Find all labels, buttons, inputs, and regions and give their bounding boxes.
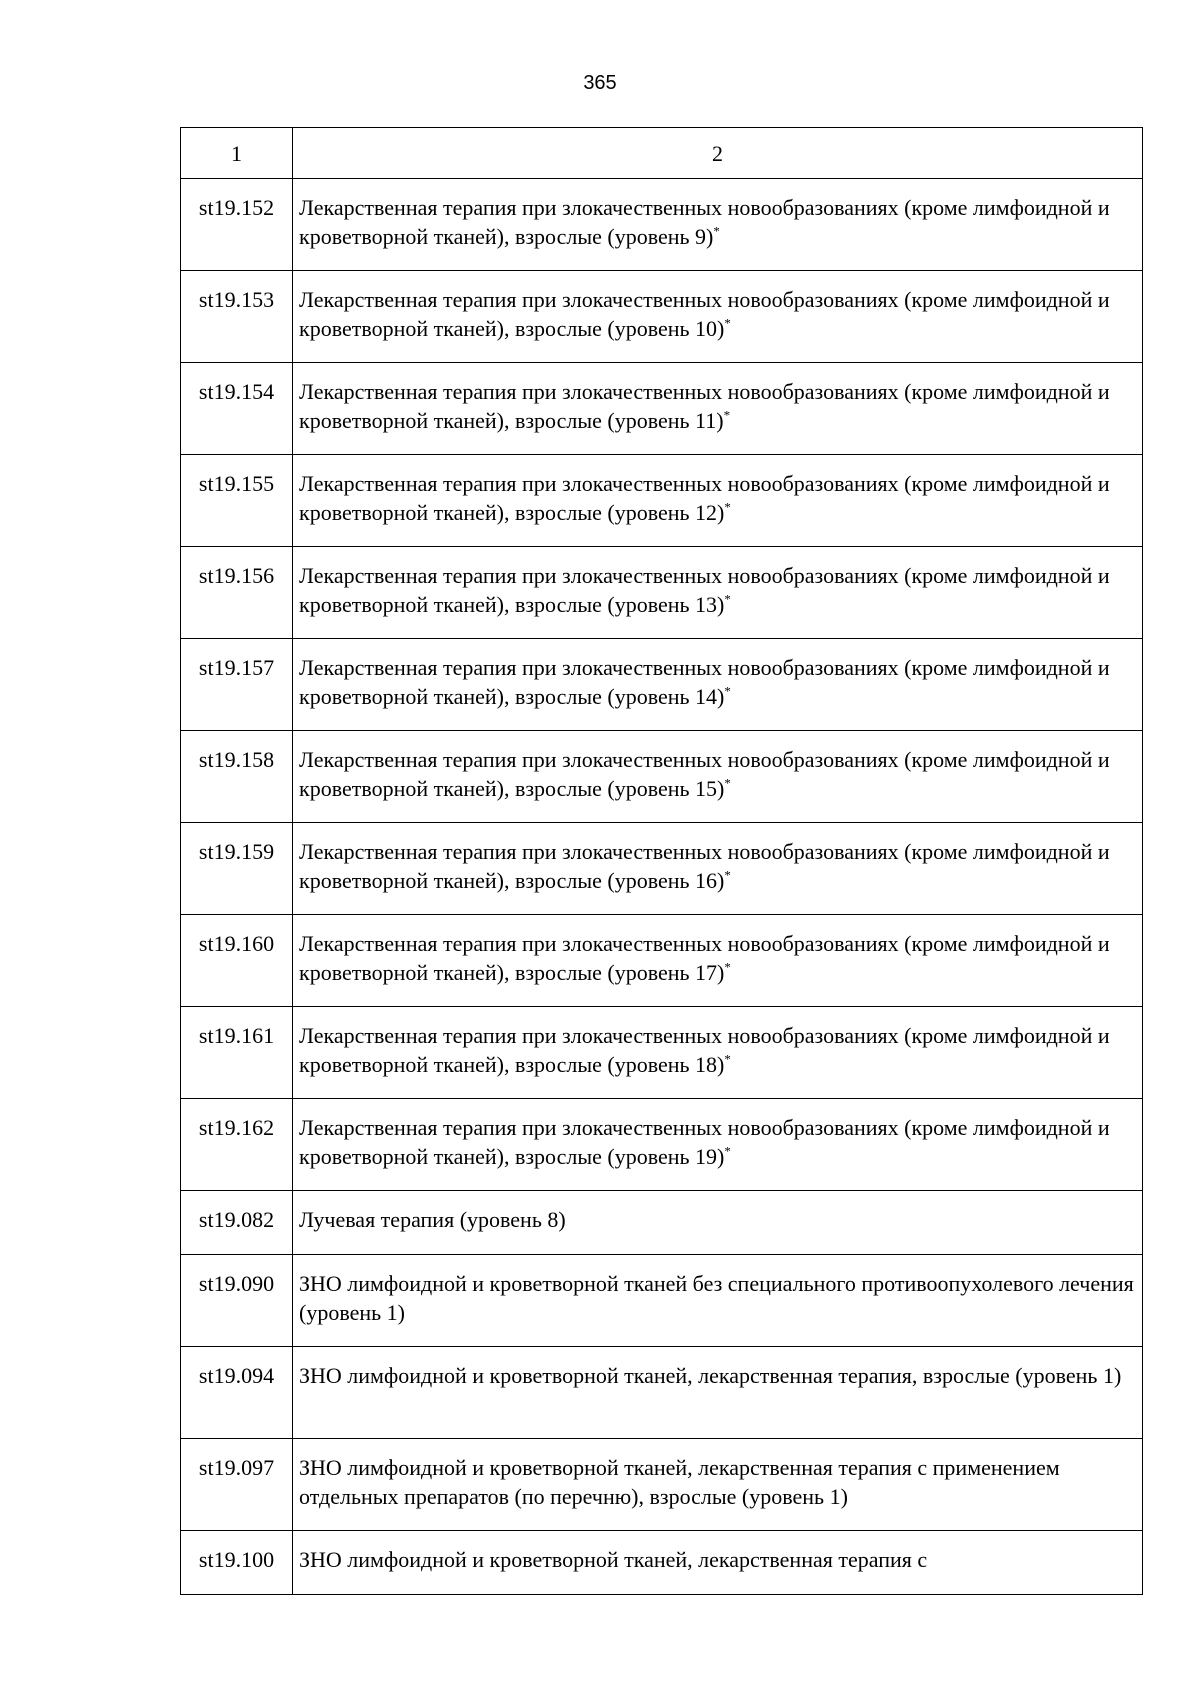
row-code: st19.158 [181, 731, 293, 823]
row-code: st19.162 [181, 1099, 293, 1191]
table-row [181, 1347, 1143, 1439]
row-code: st19.153 [181, 271, 293, 363]
row-description [293, 731, 1143, 823]
row-code: st19.082 [181, 1191, 293, 1255]
tariff-table [180, 127, 1143, 1595]
row-description [293, 823, 1143, 915]
footnote-mark: * [713, 223, 720, 239]
row-description-text: ЗНО лимфоидной и кроветворной тканей, лекарственная терапия с [299, 1547, 928, 1572]
row-description [293, 1191, 1143, 1255]
row-code: st19.161 [181, 1007, 293, 1099]
row-description [293, 1347, 1143, 1439]
footnote-mark: * [724, 1051, 731, 1067]
row-description-text: Лекарственная терапия при злокачественных новообразованиях (кроме лимфоидной и кроветворной тканей), взрослые (уровень 19) [299, 1115, 1110, 1169]
row-code: st19.160 [181, 915, 293, 1007]
table-row [181, 1439, 1143, 1531]
table-row [181, 1531, 1143, 1595]
column-header-2: 2 [293, 128, 1143, 179]
row-description [293, 1007, 1143, 1099]
table-row [181, 1191, 1143, 1255]
row-code: st19.090 [181, 1255, 293, 1347]
row-description [293, 1255, 1143, 1347]
table-row [181, 1255, 1143, 1347]
row-description-text: Лекарственная терапия при злокачественных новообразованиях (кроме лимфоидной и кроветворной тканей), взрослые (уровень 10) [299, 287, 1110, 341]
row-description-text: Лекарственная терапия при злокачественных новообразованиях (кроме лимфоидной и кроветворной тканей), взрослые (уровень 16) [299, 839, 1110, 893]
footnote-mark: * [724, 959, 731, 975]
table-row [181, 455, 1143, 547]
footnote-mark: * [724, 683, 731, 699]
row-description [293, 915, 1143, 1007]
row-description-text: Лекарственная терапия при злокачественных новообразованиях (кроме лимфоидной и кроветворной тканей), взрослые (уровень 17) [299, 931, 1110, 985]
row-description [293, 271, 1143, 363]
row-description-text: Лекарственная терапия при злокачественных новообразованиях (кроме лимфоидной и кроветворной тканей), взрослые (уровень 12) [299, 471, 1110, 525]
row-description [293, 1439, 1143, 1531]
footnote-mark: * [723, 407, 731, 423]
row-code: st19.154 [181, 363, 293, 455]
table-row [181, 823, 1143, 915]
row-code: st19.156 [181, 547, 293, 639]
row-description [293, 639, 1143, 731]
row-code: st19.155 [181, 455, 293, 547]
table-row [181, 363, 1143, 455]
row-description [293, 1531, 1143, 1595]
row-code: st19.100 [181, 1531, 293, 1595]
row-code: st19.159 [181, 823, 293, 915]
table-row [181, 1007, 1143, 1099]
table-row [181, 639, 1143, 731]
row-code: st19.094 [181, 1347, 293, 1439]
row-code: st19.152 [181, 179, 293, 271]
footnote-mark: * [724, 1143, 731, 1159]
row-description-text: Лучевая терапия (уровень 8) [299, 1207, 566, 1232]
row-description [293, 1099, 1143, 1191]
row-description-text: Лекарственная терапия при злокачественных новообразованиях (кроме лимфоидной и кроветворной тканей), взрослые (уровень 15) [299, 747, 1110, 801]
row-description [293, 179, 1143, 271]
row-description-text: Лекарственная терапия при злокачественных новообразованиях (кроме лимфоидной и кроветворной тканей), взрослые (уровень 13) [299, 563, 1110, 617]
row-description-text: Лекарственная терапия при злокачественных новообразованиях (кроме лимфоидной и кроветворной тканей), взрослые (уровень 18) [299, 1023, 1110, 1077]
table-row [181, 731, 1143, 823]
table-row [181, 547, 1143, 639]
row-description-text: ЗНО лимфоидной и кроветворной тканей, лекарственная терапия, взрослые (уровень 1) [299, 1363, 1122, 1388]
row-description [293, 547, 1143, 639]
row-code: st19.097 [181, 1439, 293, 1531]
row-code: st19.157 [181, 639, 293, 731]
table-row [181, 271, 1143, 363]
table-row [181, 179, 1143, 271]
row-description-text: Лекарственная терапия при злокачественных новообразованиях (кроме лимфоидной и кроветворной тканей), взрослые (уровень 11) [299, 379, 1110, 433]
footnote-mark: * [724, 499, 731, 515]
footnote-mark: * [724, 315, 731, 331]
row-description-text: ЗНО лимфоидной и кроветворной тканей без специального противоопухолевого лечения (уровень 1) [299, 1271, 1134, 1325]
row-description [293, 363, 1143, 455]
footnote-mark: * [724, 591, 731, 607]
table-row [181, 1099, 1143, 1191]
column-header-1: 1 [181, 128, 293, 179]
row-description-text: Лекарственная терапия при злокачественных новообразованиях (кроме лимфоидной и кроветворной тканей), взрослые (уровень 9) [299, 195, 1110, 249]
row-description-text: ЗНО лимфоидной и кроветворной тканей, лекарственная терапия с применением отдельных препаратов (по перечню), взрослые (уровень 1) [299, 1455, 1060, 1509]
row-description-text: Лекарственная терапия при злокачественных новообразованиях (кроме лимфоидной и кроветворной тканей), взрослые (уровень 14) [299, 655, 1110, 709]
page-number: 365 [583, 72, 617, 94]
row-description [293, 455, 1143, 547]
table-header-row [181, 128, 1143, 179]
footnote-mark: * [724, 775, 731, 791]
footnote-mark: * [724, 867, 731, 883]
table-row [181, 915, 1143, 1007]
